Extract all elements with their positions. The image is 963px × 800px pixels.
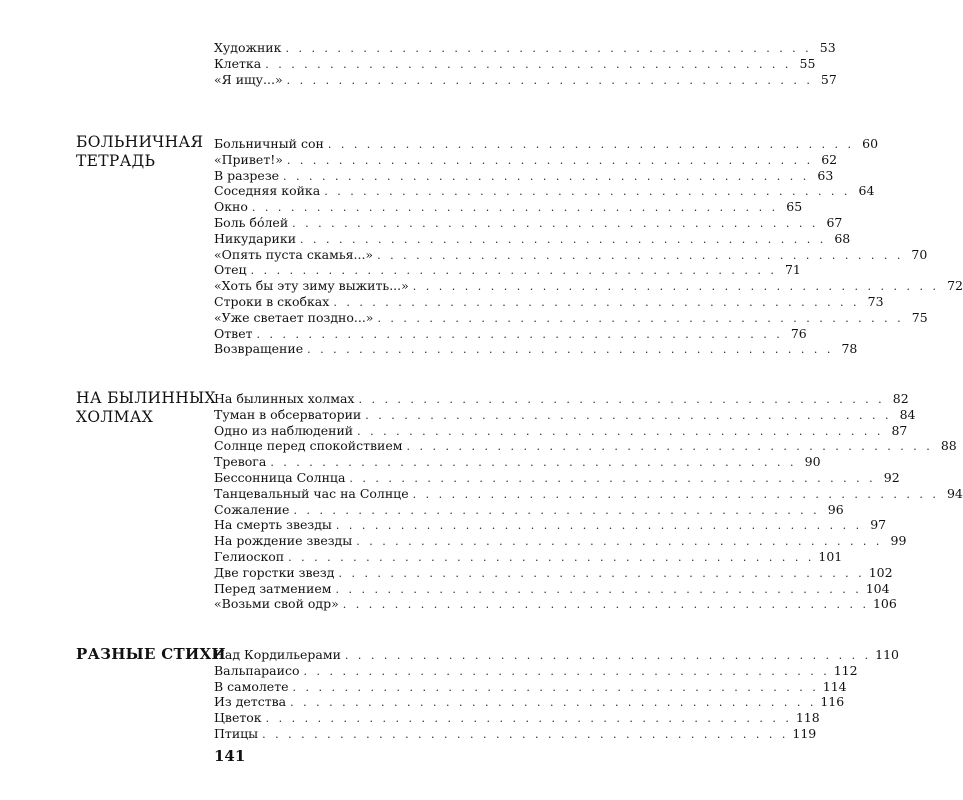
entry-title: Клетка: [214, 55, 262, 71]
entry-page: 96: [827, 501, 844, 517]
entry-title: Отец: [214, 262, 247, 278]
entry-title: Тревога: [214, 454, 267, 470]
dot-leader: . . . . . . . . . . . . . . . . . . . . . . . . . . . . . . . . . . . . . . . . .: [335, 582, 862, 596]
entry-page: 73: [867, 293, 884, 309]
entry-page: 64: [858, 183, 875, 199]
entry-title: «Привет!»: [214, 151, 283, 167]
toc-entry: [214, 710, 820, 726]
entry-page: 110: [875, 647, 899, 662]
toc-entry: [214, 71, 837, 88]
entry-title: «Я ищу...»: [214, 71, 283, 87]
dot-leader: . . . . . . . . . . . . . . . . . . . . . . . . . . . . . . . . . . . . . . . . .: [288, 550, 815, 564]
dot-leader: . . . . . . . . . . . . . . . . . . . . . . . . . . . . . . . . . . . . . . . . .: [300, 232, 827, 246]
section-heading-line: НА БЫЛИННЫХ: [76, 389, 216, 407]
entry-page: 101: [818, 548, 843, 564]
dot-leader: . . . . . . . . . . . . . . . . . . . . . . . . . . . . . . . . . . . . . . . . .: [307, 343, 834, 357]
toc-entries: [214, 136, 963, 357]
dot-leader: . . . . . . . . . . . . . . . . . . . . . . . . . . . . . . . . . . . . . . . . .: [303, 664, 830, 678]
entry-title: Одно из наблюдений: [214, 422, 354, 438]
toc-entry: [214, 647, 899, 663]
entry-page: 71: [784, 262, 801, 278]
dot-leader: . . . . . . . . . . . . . . . . . . . . . . . . . . . . . . . . . . . . . . . . .: [262, 727, 789, 741]
entry-title: «Опять пуста скамья...»: [214, 246, 374, 262]
dot-leader: . . . . . . . . . . . . . . . . . . . . . . . . . . . . . . . . . . . . . . . . .: [342, 598, 869, 612]
entry-title: Из детства: [214, 694, 287, 710]
dot-leader: . . . . . . . . . . . . . . . . . . . . . . . . . . . . . . . . . . . . . . . . .: [356, 535, 883, 549]
toc-entry: [214, 293, 884, 310]
toc-entry: [214, 341, 858, 357]
dot-leader: . . . . . . . . . . . . . . . . . . . . . . . . . . . . . . . . . . . . . . . . .: [292, 680, 819, 694]
entry-page: 99: [890, 533, 907, 549]
toc-entry: [214, 662, 858, 679]
toc-entry: [214, 694, 845, 710]
entry-page: 76: [790, 325, 807, 341]
toc-entry: [214, 438, 957, 454]
entry-title: На смерть звезды: [214, 517, 332, 533]
dot-leader: . . . . . . . . . . . . . . . . . . . . . . . . . . . . . . . . . . . . . . . . .: [270, 456, 797, 470]
dot-leader: . . . . . . . . . . . . . . . . . . . . . . . . . . . . . . . . . . . . . . . . .: [265, 57, 792, 71]
entry-title: Бессонница Солнца: [214, 469, 346, 485]
dot-leader: . . . . . . . . . . . . . . . . . . . . . . . . . . . . . . . . . . . . . . . . .: [377, 248, 904, 262]
entry-title: Перед затмением: [214, 580, 332, 596]
entry-page: 88: [940, 438, 957, 454]
dot-leader: . . . . . . . . . . . . . . . . . . . . . . . . . . . . . . . . . . . . . . . . .: [265, 712, 792, 726]
dot-leader: . . . . . . . . . . . . . . . . . . . . . . . . . . . . . . . . . . . . . . . . .: [293, 503, 820, 517]
toc-entry: [214, 678, 847, 695]
entry-page: 70: [911, 246, 928, 262]
dot-leader: . . . . . . . . . . . . . . . . . . . . . . . . . . . . . . . . . . . . . . . . .: [256, 327, 783, 341]
toc-entry: [214, 214, 843, 231]
entry-page: 67: [826, 214, 843, 230]
entry-page: 57: [820, 71, 837, 87]
entry-page: 112: [833, 662, 858, 678]
entry-page: 63: [817, 167, 834, 183]
section-heading-line: БОЛЬНИЧНАЯ: [76, 133, 204, 151]
dot-leader: . . . . . . . . . . . . . . . . . . . . . . . . . . . . . . . . . . . . . . . . .: [344, 649, 872, 662]
toc-entries: [214, 40, 837, 87]
dot-leader: . . . . . . . . . . . . . . . . . . . . . . . . . . . . . . . . . . . . . . . . .: [327, 138, 855, 151]
entry-page: 87: [891, 422, 908, 438]
entry-page: 116: [820, 694, 845, 710]
toc-entry: [214, 278, 963, 294]
entry-title: В разрезе: [214, 167, 280, 183]
toc-entry: [214, 167, 834, 184]
toc-entry: [214, 55, 816, 72]
dot-leader: . . . . . . . . . . . . . . . . . . . . . . . . . . . . . . . . . . . . . . . . .: [358, 393, 885, 406]
entry-page: 65: [786, 199, 803, 215]
entry-title: Соседняя койка: [214, 183, 321, 199]
toc-entry: [214, 501, 844, 518]
dot-leader: . . . . . . . . . . . . . . . . . . . . . . . . . . . . . . . . . . . . . . . . .: [286, 73, 813, 87]
section-heading: [76, 133, 206, 171]
entry-title: Вальпараисо: [214, 662, 300, 678]
toc-entry: [214, 564, 893, 581]
toc-entry: [214, 246, 928, 263]
entry-page: 119: [792, 725, 817, 741]
toc-entries: [214, 647, 899, 742]
section-heading-line: РАЗНЫЕ СТИХИ: [76, 645, 226, 663]
dot-leader: . . . . . . . . . . . . . . . . . . . . . . . . . . . . . . . . . . . . . . . . .: [250, 264, 777, 278]
entry-page: 60: [862, 136, 879, 151]
entry-title: Боль бóлей: [214, 214, 289, 230]
entry-title: Туман в обсерватории: [214, 406, 362, 422]
entry-title: «Уже светает поздно...»: [214, 309, 374, 325]
toc-entry: [214, 454, 821, 470]
entry-title: «Возьми свой одр»: [214, 596, 339, 612]
entry-title: Две горстки звезд: [214, 564, 335, 580]
toc-entry: [214, 136, 879, 152]
dot-leader: . . . . . . . . . . . . . . . . . . . . . . . . . . . . . . . . . . . . . . . . .: [285, 42, 812, 55]
toc-entry: [214, 199, 803, 215]
dot-leader: . . . . . . . . . . . . . . . . . . . . . . . . . . . . . . . . . . . . . . . . .: [412, 280, 939, 294]
entry-page: 118: [795, 710, 820, 726]
toc-entry: [214, 40, 836, 56]
toc-entry: [214, 391, 909, 407]
entry-title: Над Кордильерами: [214, 647, 341, 662]
entry-page: 92: [883, 469, 900, 485]
dot-leader: . . . . . . . . . . . . . . . . . . . . . . . . . . . . . . . . . . . . . . . . .: [286, 153, 814, 167]
entry-page: 72: [947, 278, 963, 294]
toc-entry: [214, 548, 843, 565]
entry-title: «Хоть бы эту зиму выжить...»: [214, 278, 409, 294]
dot-leader: . . . . . . . . . . . . . . . . . . . . . . . . . . . . . . . . . . . . . . . . .: [412, 487, 939, 501]
entry-title: На рождение звезды: [214, 533, 353, 549]
entry-title: Больничный сон: [214, 136, 324, 151]
page-number: 141: [214, 747, 246, 765]
toc-entry: [214, 262, 801, 278]
entry-page: 78: [841, 341, 858, 357]
entry-title: Окно: [214, 199, 248, 215]
section-heading: [76, 389, 216, 427]
toc-entry: [214, 517, 887, 533]
entry-page: 53: [819, 40, 836, 55]
entry-title: Гелиоскоп: [214, 548, 285, 564]
toc-entry: [214, 485, 963, 502]
toc-entries: [214, 391, 963, 612]
toc-entry: [214, 725, 817, 742]
toc-entry: [214, 596, 897, 612]
toc-entry: [214, 533, 907, 549]
dot-leader: . . . . . . . . . . . . . . . . . . . . . . . . . . . . . . . . . . . . . . . . .: [377, 311, 904, 325]
dot-leader: . . . . . . . . . . . . . . . . . . . . . . . . . . . . . . . . . . . . . . . . .: [333, 295, 860, 309]
dot-leader: . . . . . . . . . . . . . . . . . . . . . . . . . . . . . . . . . . . . . . . . .: [335, 519, 863, 533]
entry-page: 62: [821, 151, 838, 167]
entry-page: 104: [865, 580, 890, 596]
dot-leader: . . . . . . . . . . . . . . . . . . . . . . . . . . . . . . . . . . . . . . . . .: [251, 201, 779, 215]
toc-entry: [214, 422, 908, 439]
toc-entry: [214, 580, 890, 597]
toc-entry: [214, 406, 916, 423]
entry-title: Танцевальный час на Солнце: [214, 485, 409, 501]
dot-leader: . . . . . . . . . . . . . . . . . . . . . . . . . . . . . . . . . . . . . . . . .: [406, 440, 933, 454]
section-heading-line: ТЕТРАДЬ: [76, 152, 156, 170]
entry-page: 102: [868, 564, 893, 580]
entry-title: Цветок: [214, 710, 262, 726]
toc-entry: [214, 469, 900, 486]
entry-title: Сожаление: [214, 501, 290, 517]
entry-title: Никударики: [214, 230, 297, 246]
entry-page: 82: [892, 391, 909, 406]
entry-title: Ответ: [214, 325, 253, 341]
entry-page: 97: [870, 517, 887, 533]
entry-page: 55: [799, 55, 816, 71]
dot-leader: . . . . . . . . . . . . . . . . . . . . . . . . . . . . . . . . . . . . . . . . .: [292, 216, 819, 230]
entry-title: Солнце перед спокойствием: [214, 438, 403, 454]
toc-entry: [214, 151, 838, 168]
entry-title: Строки в скобках: [214, 293, 330, 309]
entry-page: 114: [822, 678, 847, 694]
section-heading-line: ХОЛМАХ: [76, 408, 154, 426]
dot-leader: . . . . . . . . . . . . . . . . . . . . . . . . . . . . . . . . . . . . . . . . .: [357, 424, 884, 438]
toc-entry: [214, 309, 928, 326]
toc-entry: [214, 230, 851, 247]
entry-page: 94: [946, 485, 963, 501]
entry-title: Возвращение: [214, 341, 304, 357]
entry-page: 68: [834, 230, 851, 246]
entry-page: 106: [872, 596, 897, 612]
entry-title: В самолете: [214, 678, 289, 694]
toc-entry: [214, 325, 807, 342]
entry-page: 84: [899, 406, 916, 422]
dot-leader: . . . . . . . . . . . . . . . . . . . . . . . . . . . . . . . . . . . . . . . . .: [365, 408, 892, 422]
entry-page: 90: [804, 454, 821, 470]
entry-title: Птицы: [214, 725, 259, 741]
entry-page: 75: [911, 309, 928, 325]
section-heading: [76, 645, 226, 664]
dot-leader: . . . . . . . . . . . . . . . . . . . . . . . . . . . . . . . . . . . . . . . . .: [290, 696, 817, 710]
dot-leader: . . . . . . . . . . . . . . . . . . . . . . . . . . . . . . . . . . . . . . . . .: [349, 471, 876, 485]
entry-title: Художник: [214, 40, 282, 55]
dot-leader: . . . . . . . . . . . . . . . . . . . . . . . . . . . . . . . . . . . . . . . . .: [338, 566, 865, 580]
entry-title: На былинных холмах: [214, 391, 355, 406]
toc-entry: [214, 183, 875, 199]
dot-leader: . . . . . . . . . . . . . . . . . . . . . . . . . . . . . . . . . . . . . . . . .: [283, 169, 810, 183]
dot-leader: . . . . . . . . . . . . . . . . . . . . . . . . . . . . . . . . . . . . . . . . .: [324, 185, 851, 199]
